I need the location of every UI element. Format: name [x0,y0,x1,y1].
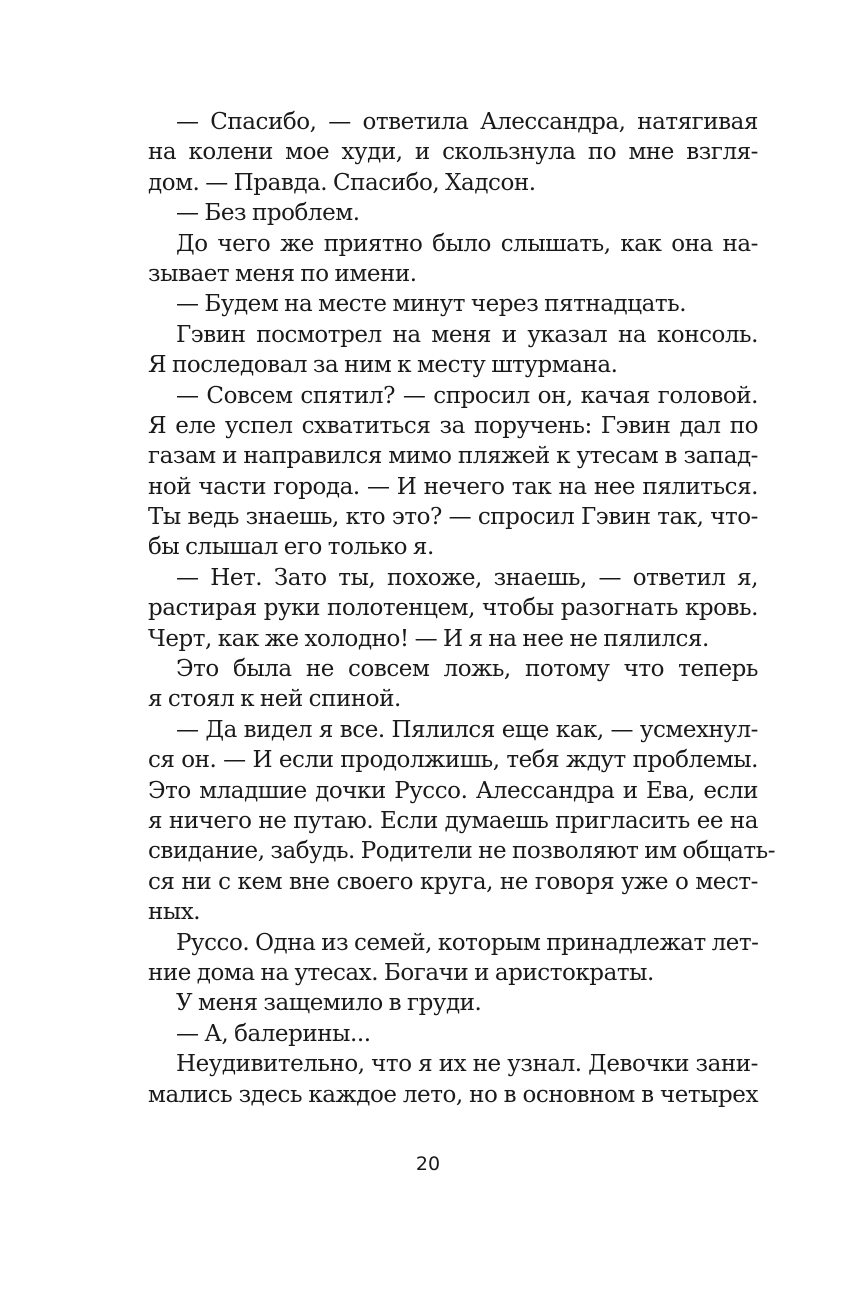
text-line: Неудивительно, что я их не узнал. Девочки зани- [176,1051,758,1078]
text-line: я стоял к ней спиной. [148,686,401,713]
text-line: До чего же приятно было слышать, как она на- [176,230,758,257]
text-line: на колени мое худи, и скользнула по мне взгля- [148,139,758,166]
text-line: бы слышал его только я. [148,534,434,561]
text-line: ных. [148,899,201,926]
text-line: — Будем на месте минут через пятнадцать. [176,291,687,318]
text-line: мались здесь каждое лето, но в основном в четырех [148,1081,758,1108]
text-line: растирая руки полотенцем, чтобы разогнать кровь. [148,595,758,622]
text-line: У меня защемило в груди. [176,990,482,1017]
text-line: газам и направился мимо пляжей к утесам в запад- [148,443,758,470]
text-line: дом. — Правда. Спасибо, Хадсон. [148,169,536,196]
body-text [148,107,776,1110]
text-line: — Нет. Зато ты, похоже, знаешь, — ответил я, [176,564,758,591]
text-line: свидание, забудь. Родители не позволяют им общать- [148,838,776,865]
text-line: ной части города. — И нечего так на нее пялиться. [148,473,758,500]
text-line: Гэвин посмотрел на меня и указал на консоль. [176,321,758,348]
text-line: зывает меня по имени. [148,260,417,287]
text-line: ся ни с кем вне своего круга, не говоря уже о мест- [148,868,758,895]
text-line: — А, балерины... [176,1020,371,1047]
text-line: — Совсем спятил? — спросил он, качая головой. [176,382,758,409]
text-line: — Спасибо, — ответила Алессандра, натягивая [176,109,758,135]
text-line: — Да видел я все. Пялился еще как, — усмехнул- [176,716,758,743]
text-line: Я последовал за ним к месту штурмана. [148,352,618,379]
text-line: ся он. — И если продолжишь, тебя ждут проблемы. [148,747,758,774]
text-line: Ты ведь знаешь, кто это? — спросил Гэвин так, что- [148,504,758,531]
page-number: 20 [415,1153,441,1175]
text-line: Это была не совсем ложь, потому что теперь [176,656,758,683]
text-line: — Без проблем. [176,200,360,227]
text-line: я ничего не путаю. Если думаешь пригласить ее на [148,807,758,834]
text-line: Руссо. Одна из семей, которым принадлежат лет- [176,929,759,956]
text-line: Я еле успел схватиться за поручень: Гэвин дал по [148,412,758,439]
text-line: ние дома на утесах. Богачи и аристократы. [148,959,654,986]
text-line: Это младшие дочки Руссо. Алессандра и Ева, если [148,777,758,804]
text-line: Черт, как же холодно! — И я на нее не пялился. [148,625,709,652]
